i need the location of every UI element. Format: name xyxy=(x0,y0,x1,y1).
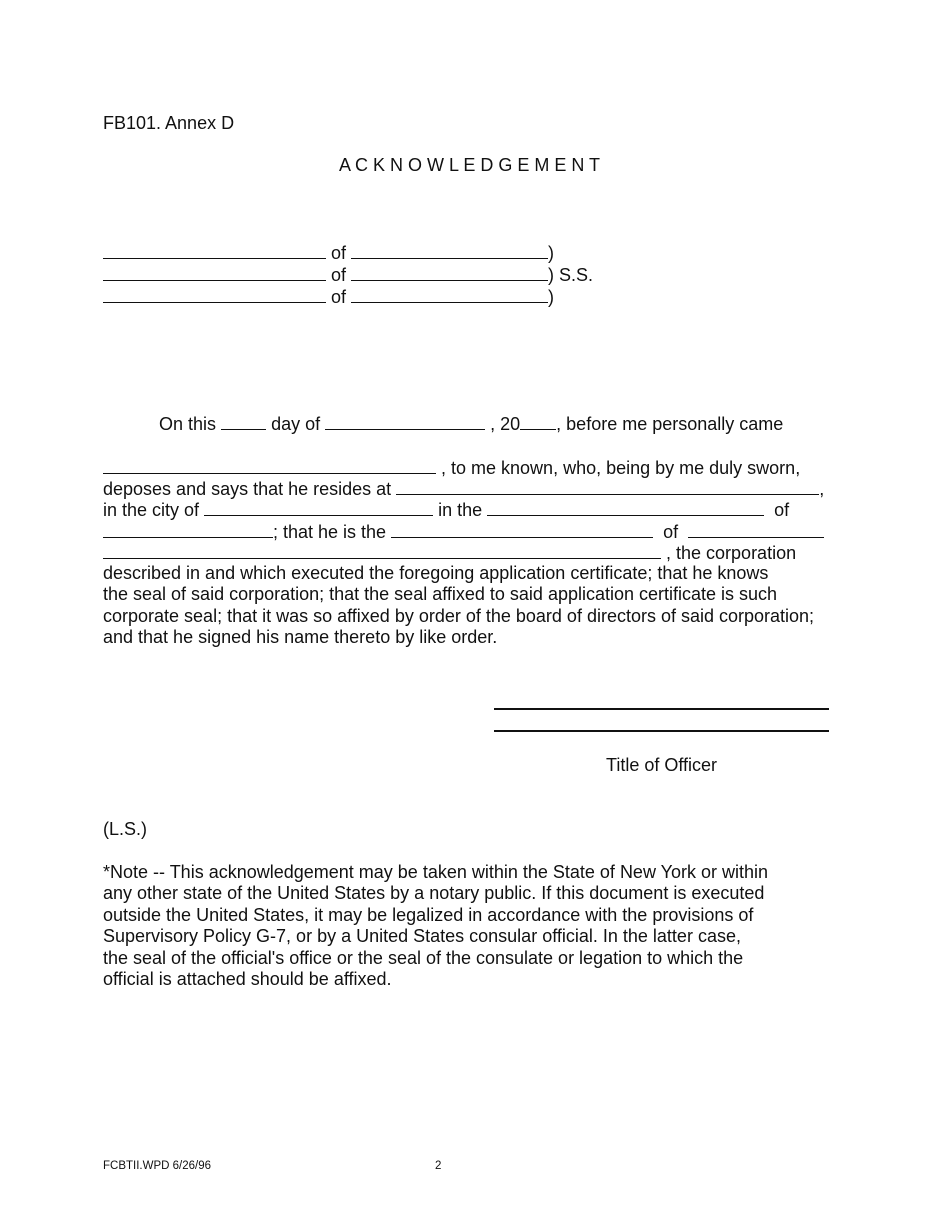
body-line-2 xyxy=(103,456,800,479)
acknowledgement-paragraph xyxy=(103,563,848,649)
document-title: A C K N O W L E D G E M E N T xyxy=(339,155,601,175)
venue-bracket: ) xyxy=(548,265,555,285)
text-city-of: in the city of xyxy=(103,500,200,520)
note-line: official is attached should be affixed. xyxy=(103,969,392,990)
note-paragraph xyxy=(103,862,848,990)
note-line: any other state of the United States by a notary public. If this document is executed xyxy=(103,883,765,904)
body-line-4 xyxy=(103,498,789,521)
paragraph-line: the seal of said corporation; that the seal affixed to said application certificate is such xyxy=(103,584,778,605)
state-blank[interactable] xyxy=(103,520,273,538)
text-of: of xyxy=(663,522,679,542)
venue-place-blank[interactable] xyxy=(351,285,548,303)
venue-row xyxy=(103,241,554,264)
form-id: FB101. Annex D xyxy=(103,113,235,133)
body-line-5 xyxy=(103,520,824,543)
paragraph-line: and that he signed his name thereto by like order. xyxy=(103,627,498,648)
venue-name-blank[interactable] xyxy=(103,263,326,281)
venue-row xyxy=(103,263,593,286)
paragraph-line: described in and which executed the foregoing application certificate; that he knows xyxy=(103,563,769,583)
text-of: of xyxy=(774,500,790,520)
text-he-is-the: ; that he is the xyxy=(273,522,387,542)
venue-of-label: of xyxy=(331,265,347,285)
page-number: 2 xyxy=(435,1160,442,1172)
body-line-6 xyxy=(103,541,796,564)
venue-of-label: of xyxy=(331,243,347,263)
venue-name-blank[interactable] xyxy=(103,241,326,259)
venue-place-blank[interactable] xyxy=(351,241,548,259)
text-on-this: On this xyxy=(159,414,217,434)
month-blank[interactable] xyxy=(325,412,485,430)
day-blank[interactable] xyxy=(221,412,266,430)
text-resides-at: deposes and says that he resides at xyxy=(103,479,392,499)
venue-name-blank[interactable] xyxy=(103,285,326,303)
city-blank[interactable] xyxy=(204,498,433,516)
note-line: the seal of the official's office or the seal of the consulate or legation to which the xyxy=(103,947,744,968)
note-line: outside the United States, it may be legalized in accordance with the provisions of xyxy=(103,904,754,925)
text-before-me: , before me personally came xyxy=(556,414,784,434)
body-line-1 xyxy=(159,412,783,435)
text-in-the: in the xyxy=(438,500,483,520)
office-of-blank[interactable] xyxy=(688,520,824,538)
text-comma: , xyxy=(819,479,825,499)
text-to-me-known: , to me known, who, being by me duly sworn, xyxy=(441,458,801,478)
body-line-3 xyxy=(103,477,824,500)
note-line: *Note -- This acknowledgement may be taken within the State of New York or within xyxy=(103,862,769,882)
residence-blank[interactable] xyxy=(396,477,819,495)
paragraph-line: corporate seal; that it was so affixed by order of the board of directors of said corporation; xyxy=(103,605,815,626)
venue-row xyxy=(103,285,554,308)
venue-place-blank[interactable] xyxy=(351,263,548,281)
signature-line[interactable] xyxy=(494,730,829,732)
footer-file-ref: FCBTII.WPD 6/26/96 xyxy=(103,1160,212,1172)
title-of-officer-label: Title of Officer xyxy=(606,755,718,775)
venue-bracket: ) xyxy=(548,287,555,307)
note-line: Supervisory Policy G-7, or by a United States consular official. In the latter case, xyxy=(103,926,741,947)
venue-of-label: of xyxy=(331,287,347,307)
text-the-corporation: , the corporation xyxy=(666,543,797,563)
office-blank[interactable] xyxy=(391,520,653,538)
person-name-blank[interactable] xyxy=(103,456,436,474)
seal-label: (L.S.) xyxy=(103,819,148,839)
text-year-prefix: , 20 xyxy=(490,414,521,434)
corporation-name-blank[interactable] xyxy=(103,541,661,559)
venue-bracket: ) xyxy=(548,243,555,263)
year-blank[interactable] xyxy=(520,412,556,430)
county-blank[interactable] xyxy=(487,498,764,516)
signature-line[interactable] xyxy=(494,708,829,710)
text-day-of: day of xyxy=(271,414,321,434)
venue-suffix: S.S. xyxy=(554,265,594,285)
